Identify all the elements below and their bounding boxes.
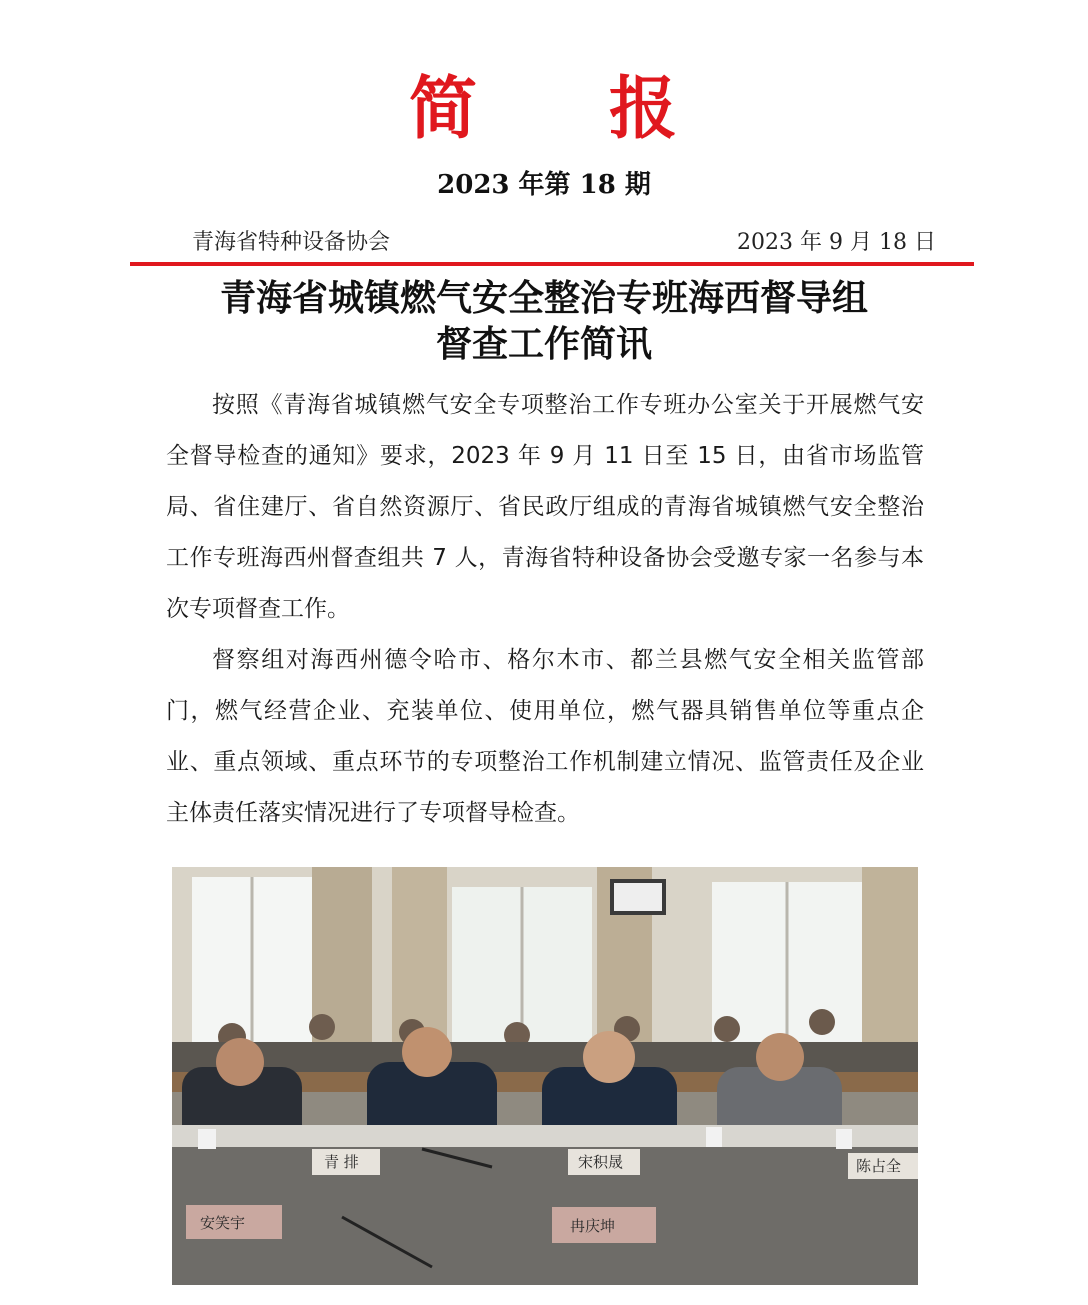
issue-number: 2023 年第 18 期 [437, 170, 651, 200]
meeting-photo [172, 867, 918, 1285]
masthead-char-jian: 简 [408, 70, 479, 149]
nameplate-5: 冉庆坤 [570, 1217, 616, 1235]
paragraph: 按照《青海省城镇燃气安全专项整治工作专班办公室关于开展燃气安全督导检查的通知》要求，2023 年 9 月 11 日至 15 日，由省市场监管局、省住建厅、省自然资源厅、省民政厅组成的青海省城镇燃气安全整治工作专班海西州督查组共 7 人，青海省特种设备协会受邀专家一名参与本次专项督查工作。 [166, 392, 924, 622]
publisher-organization: 青海省特种设备协会 [192, 230, 391, 255]
article-title [0, 276, 1088, 368]
nameplate-4: 安笑宇 [200, 1214, 246, 1232]
header-divider [130, 262, 974, 266]
masthead-title [0, 70, 1088, 150]
paragraph: 督察组对海西州德令哈市、格尔木市、都兰县燃气安全相关监管部门，燃气经营企业、充装单位、使用单位，燃气器具销售单位等重点企业、重点领域、重点环节的专项整治工作机制建立情况、监管责任及企业主体责任落实情况进行了专项督导检查。 [166, 647, 924, 826]
article-title-line-2: 督查工作简讯 [435, 324, 652, 365]
nameplate-3: 陈占全 [856, 1157, 902, 1175]
article-body [166, 380, 924, 839]
meeting-photo-illustration [172, 867, 918, 1285]
nameplate-1: 青 排 [324, 1153, 359, 1171]
masthead-char-bao: 报 [609, 70, 680, 149]
article-title-line-1: 青海省城镇燃气安全整治专班海西督导组 [219, 278, 868, 319]
nameplate-2: 宋积晟 [578, 1153, 624, 1171]
publish-date: 2023 年 9 月 18 日 [737, 230, 936, 255]
